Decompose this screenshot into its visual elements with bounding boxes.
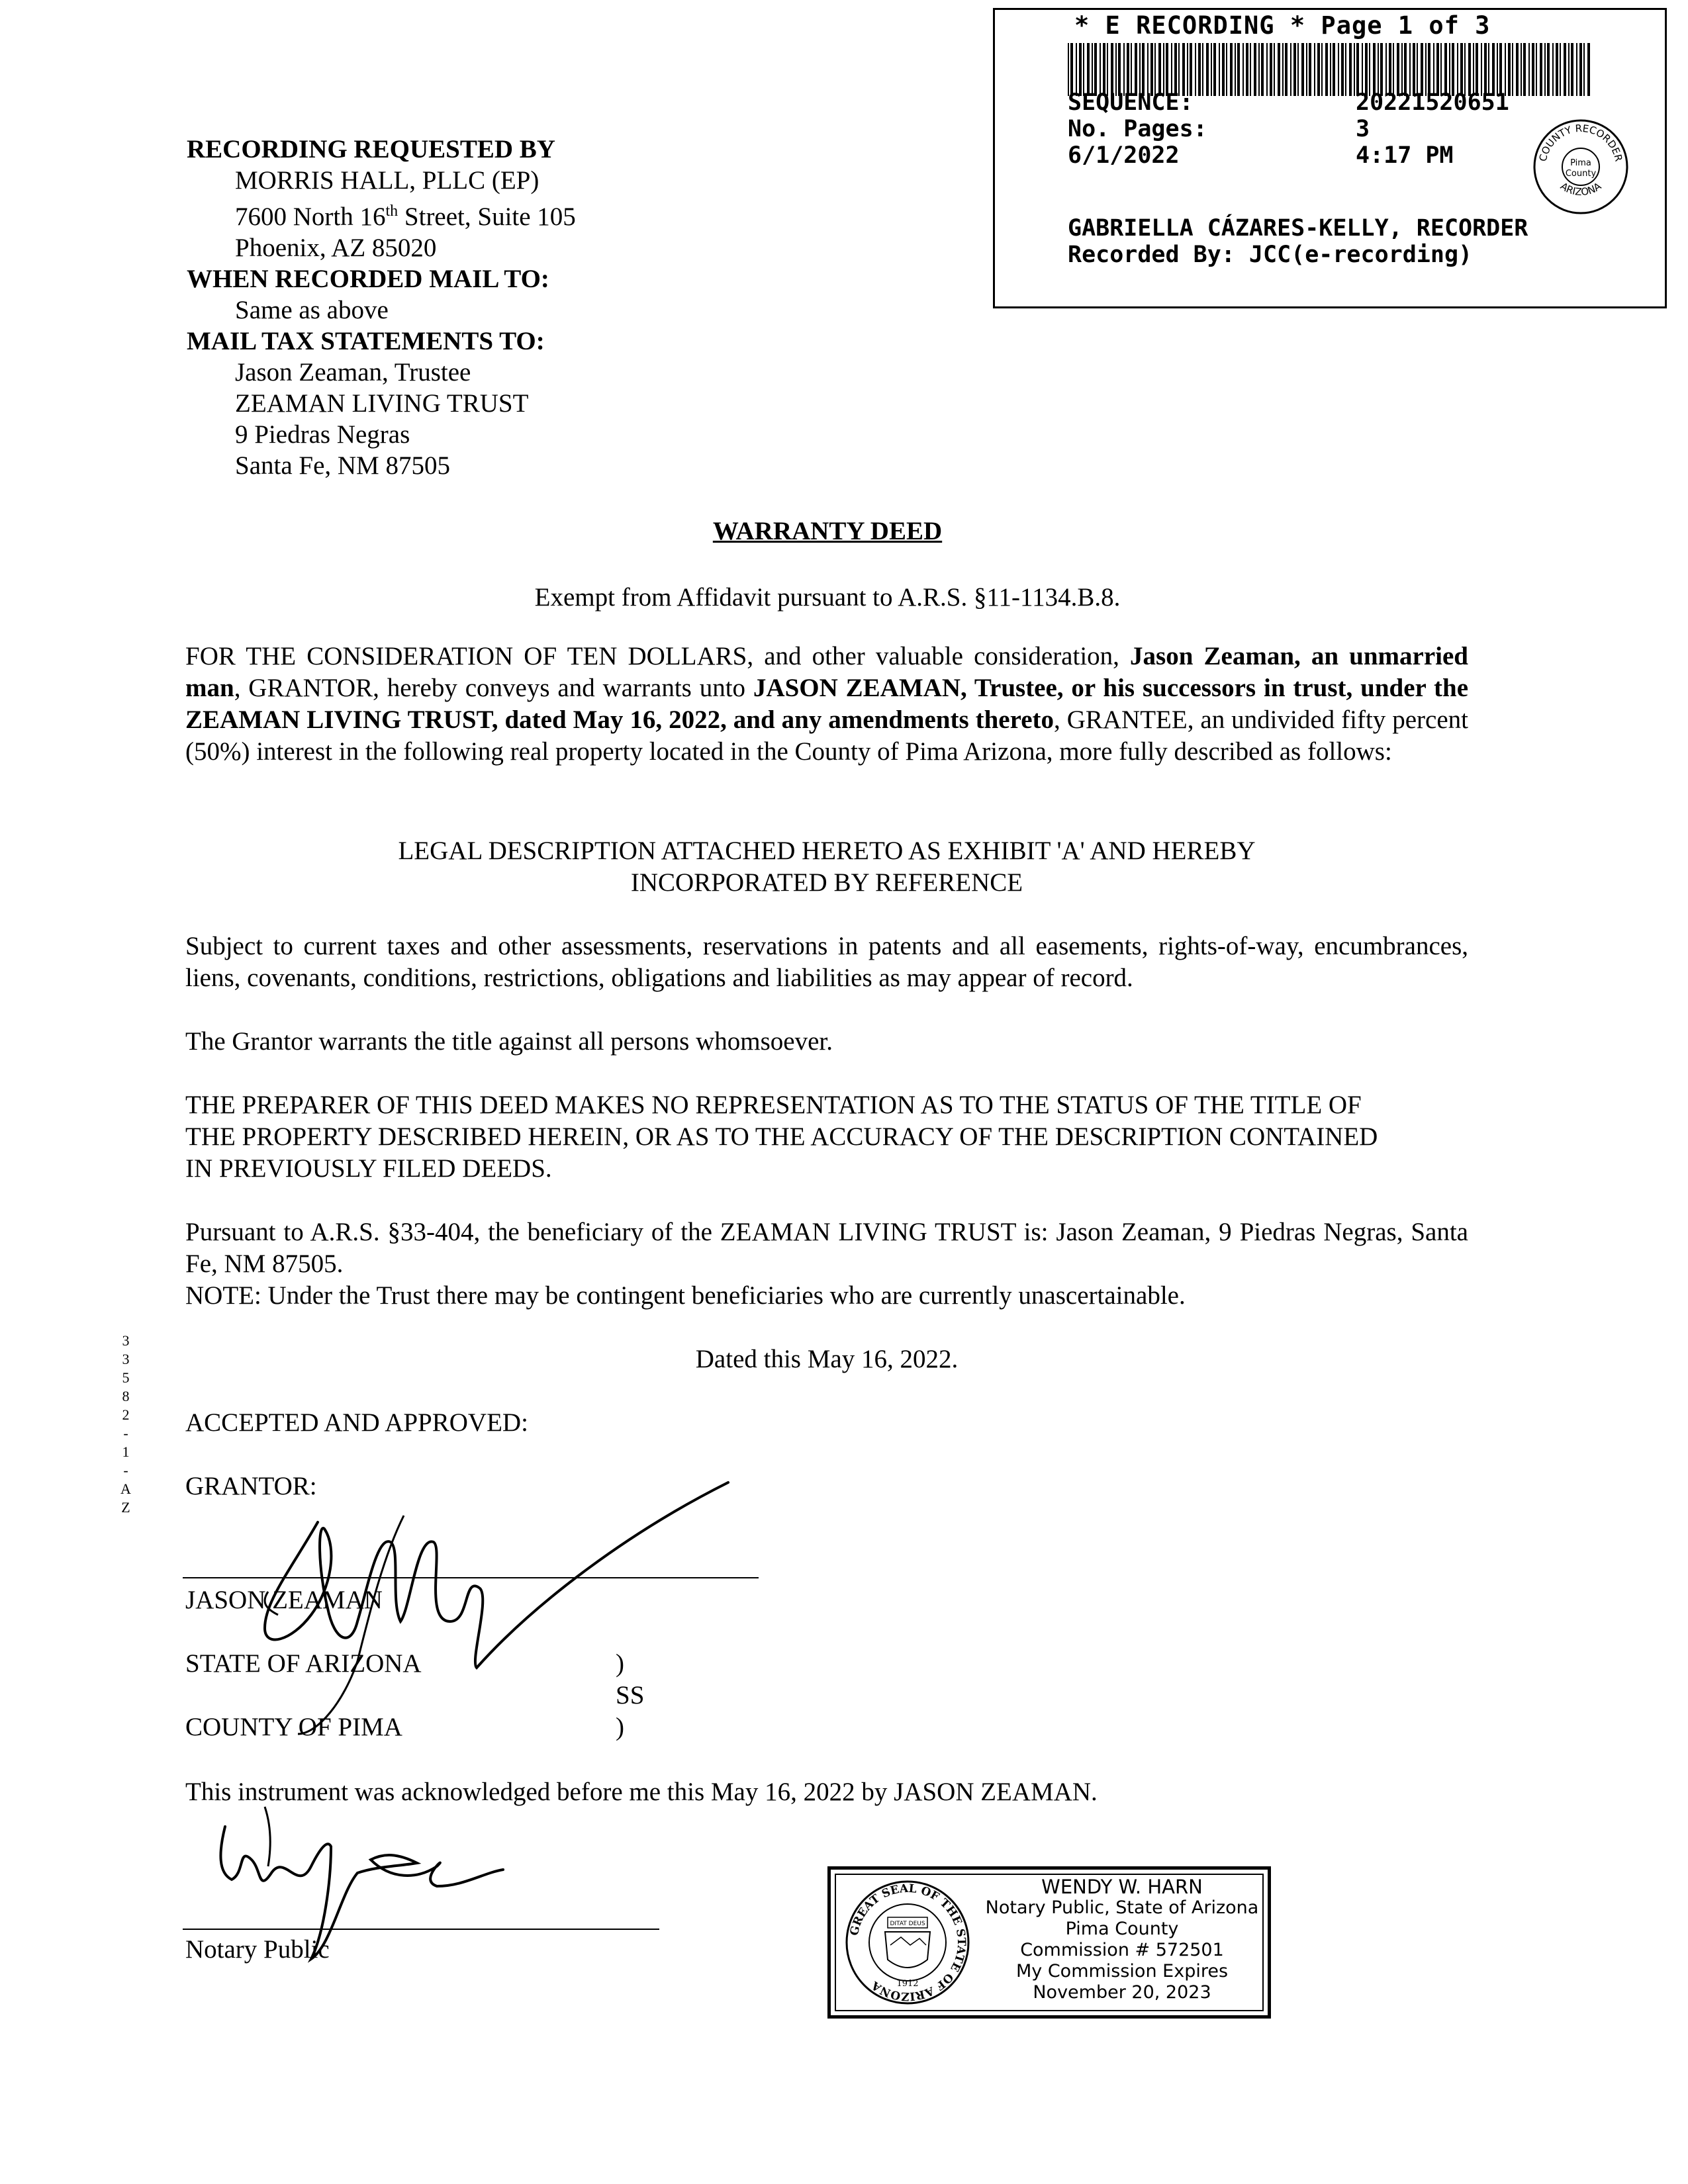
barcode-bar (1492, 43, 1495, 96)
beneficiary-paragraph: Pursuant to A.R.S. §33-404, the beneficiary of the ZEAMAN LIVING TRUST is: Jason Zeaman, 9 Piedras Negras, Santa Fe, NM 87505. (185, 1218, 1468, 1278)
barcode-bar (1131, 43, 1132, 96)
pages-label: No. Pages: (1068, 116, 1207, 142)
barcode-bar (1401, 43, 1403, 96)
barcode-bar (1499, 43, 1502, 96)
grantor-signature (252, 1476, 755, 1741)
accepted-approved: ACCEPTED AND APPROVED: (185, 1408, 528, 1437)
when-recorded-line: Same as above (235, 296, 389, 324)
barcode-bar (1444, 43, 1447, 96)
consideration-paragraph: FOR THE CONSIDERATION OF TEN DOLLARS, and other valuable consideration, Jason Zeaman, an unmarried man, GRANTOR, hereby conveys and warrants unto JASON ZEAMAN, Trustee, or his successors in trust, under the ZEAMAN LIVING TRUST, dated May 16, 2022, and any amendments thereto, GRANTEE, an undivided fifty percent (50%) interest in the following real property located in the County of Pima Arizona, more fully described as follows: (185, 642, 1468, 766)
barcode-bar (1230, 43, 1233, 96)
barcode-bar (1171, 43, 1172, 96)
requester-street: 7600 North 16th Street, Suite 105 (235, 203, 576, 231)
barcode (1068, 43, 1591, 96)
when-recorded-heading: WHEN RECORDED MAIL TO: (187, 265, 549, 293)
barcode-bar (1373, 43, 1376, 96)
barcode-bar (1321, 43, 1323, 96)
trust-note: NOTE: Under the Trust there may be contingent beneficiaries who are currently unascertainable. (185, 1281, 1186, 1310)
barcode-bar (1187, 43, 1188, 96)
document-title: WARRANTY DEED (712, 517, 943, 545)
recording-requested-block (187, 134, 576, 481)
barcode-bar (1190, 43, 1192, 96)
barcode-bar (1433, 43, 1434, 96)
seal-ring-text: GREAT SEAL OF THE STATE OF ARIZONA (847, 1882, 968, 2003)
barcode-bar (1278, 43, 1280, 96)
barcode-bar (1301, 43, 1304, 96)
barcode-bar (1505, 43, 1506, 96)
barcode-bar (1528, 43, 1530, 96)
barcode-bar (1464, 43, 1466, 96)
barcode-bar (1440, 43, 1442, 96)
acknowledgment: This instrument was acknowledged before me this May 16, 2022 by JASON ZEAMAN. (185, 1778, 1098, 1806)
barcode-bar (1425, 43, 1427, 96)
svg-text:ARIZONA (1558, 180, 1604, 199)
barcode-bar (1070, 43, 1073, 96)
barcode-bar (1068, 43, 1069, 96)
barcode-bar (1182, 43, 1185, 96)
seal-center-2: County (1565, 169, 1597, 179)
notary-expires-date: November 20, 2023 (1033, 1982, 1211, 2003)
barcode-bar (1158, 43, 1161, 96)
barcode-bar (1389, 43, 1391, 96)
barcode-bar (1111, 43, 1113, 96)
barcode-bar (1523, 43, 1526, 96)
barcode-bar (1404, 43, 1407, 96)
recorded-by: Recorded By: JCC(e-recording) (1068, 242, 1473, 268)
preparer-disclaimer: THE PREPARER OF THIS DEED MAKES NO REPRESENTATION AS TO THE STATUS OF THE TITLE OF THE PROPERTY DESCRIBED HEREIN, OR AS TO THE ACCURACY OF THE DESCRIPTION CONTAINED IN PREVIOUSLY FILED DEEDS. (185, 1091, 1378, 1183)
barcode-bar (1150, 43, 1153, 96)
recording-header: * E RECORDING * Page 1 of 3 (1074, 11, 1491, 40)
svg-text:COUNTY RECORDER (1537, 122, 1625, 163)
barcode-bar (1544, 43, 1546, 96)
barcode-bar (1356, 43, 1359, 96)
barcode-bar (1195, 43, 1196, 96)
notary-county: Pima County (1065, 1919, 1179, 1939)
pages-value: 3 (1356, 116, 1370, 142)
barcode-bar (1206, 43, 1209, 96)
venue-paren-close: ) (616, 1713, 624, 1741)
barcode-bar (1397, 43, 1399, 96)
barcode-bar (1349, 43, 1352, 96)
barcode-bar (1476, 43, 1478, 96)
barcode-bar (1317, 43, 1320, 96)
barcode-bar (1118, 43, 1121, 96)
grantor-name: JASON ZEAMAN (185, 1586, 383, 1614)
barcode-bar (1115, 43, 1117, 96)
mail-tax-line: Santa Fe, NM 87505 (235, 451, 450, 480)
barcode-bar (1345, 43, 1346, 96)
barcode-bar (1473, 43, 1474, 96)
barcode-bar (1123, 43, 1125, 96)
barcode-bar (1516, 43, 1519, 96)
barcode-bar (1094, 43, 1097, 96)
barcode-bar (1409, 43, 1411, 96)
sequence-label: SEQUENCE: (1068, 89, 1194, 116)
barcode-bar (1333, 43, 1335, 96)
state-label: STATE OF ARIZONA (185, 1649, 422, 1678)
barcode-bar (1092, 43, 1093, 96)
county-label: COUNTY OF PIMA (185, 1713, 402, 1741)
barcode-bar (1142, 43, 1145, 96)
barcode-bar (1254, 43, 1256, 96)
barcode-bar (1587, 43, 1590, 96)
notary-expires-label: My Commission Expires (1015, 1961, 1229, 1981)
barcode-bar (1330, 43, 1331, 96)
barcode-bar (1460, 43, 1463, 96)
barcode-bar (1087, 43, 1090, 96)
barcode-bar (1378, 43, 1379, 96)
barcode-bar (1568, 43, 1570, 96)
barcode-bar (1583, 43, 1585, 96)
barcode-bar (1266, 43, 1268, 96)
barcode-bar (1226, 43, 1227, 96)
barcode-bar (1178, 43, 1180, 96)
barcode-bar (1571, 43, 1573, 96)
notary-signature (199, 1800, 596, 1972)
barcode-bar (1235, 43, 1236, 96)
seal-top-text: COUNTY RECORDER (1536, 122, 1625, 163)
barcode-bar (1457, 43, 1458, 96)
barcode-bar (1532, 43, 1534, 96)
state-seal-icon (844, 1879, 971, 2006)
mail-tax-line: ZEAMAN LIVING TRUST (235, 389, 529, 418)
margin-code: 3 3 5 8 2 - 1 - A Z (120, 1332, 131, 1516)
recording-requested-heading: RECORDING REQUESTED BY (187, 135, 555, 163)
sequence-value: 20221520651 (1356, 89, 1509, 116)
venue-paren-open: ) (616, 1649, 624, 1678)
barcode-bar (1083, 43, 1084, 96)
county-recorder-seal (1531, 117, 1630, 216)
seal-bottom-text: ARIZONA (1558, 180, 1604, 199)
notary-name: WENDY W. HARN (1041, 1876, 1203, 1898)
barcode-bar (1213, 43, 1216, 96)
barcode-bar (1258, 43, 1260, 96)
barcode-bar (1198, 43, 1201, 96)
barcode-bar (1488, 43, 1489, 96)
barcode-bar (1497, 43, 1498, 96)
barcode-bar (1079, 43, 1082, 96)
barcode-bar (1127, 43, 1129, 96)
barcode-bar (1556, 43, 1558, 96)
recording-stamp-box (993, 8, 1667, 308)
barcode-bar (1362, 43, 1363, 96)
barcode-bar (1579, 43, 1582, 96)
barcode-bar (1508, 43, 1511, 96)
barcode-bar (1174, 43, 1177, 96)
recording-date: 6/1/2022 (1068, 142, 1180, 169)
barcode-bar (1246, 43, 1248, 96)
recorder-name: GABRIELLA CÁZARES-KELLY, RECORDER (1068, 215, 1528, 242)
requester-city: Phoenix, AZ 85020 (235, 234, 437, 262)
notary-label: Notary Public (185, 1935, 330, 1964)
barcode-bar (1380, 43, 1383, 96)
barcode-bar (1211, 43, 1212, 96)
seal-year: 1912 (896, 1979, 919, 1989)
barcode-bar (1468, 43, 1471, 96)
barcode-bar (1369, 43, 1370, 96)
barcode-bar (1547, 43, 1550, 96)
recording-time: 4:17 PM (1356, 142, 1454, 169)
barcode-bar (1139, 43, 1141, 96)
barcode-bar (1100, 43, 1101, 96)
barcode-bar (1261, 43, 1264, 96)
barcode-bar (1202, 43, 1203, 96)
barcode-bar (1521, 43, 1522, 96)
barcode-bar (1306, 43, 1307, 96)
grantor-label: GRANTOR: (185, 1472, 317, 1500)
barcode-bar (1293, 43, 1296, 96)
barcode-bar (1147, 43, 1149, 96)
barcode-bar (1417, 43, 1418, 96)
barcode-bar (1354, 43, 1355, 96)
notary-title: Notary Public, State of Arizona (985, 1897, 1259, 1918)
mail-tax-line: Jason Zeaman, Trustee (235, 358, 471, 387)
venue-ss: SS (616, 1681, 645, 1709)
barcode-bar (1154, 43, 1156, 96)
legal-description: LEGAL DESCRIPTION ATTACHED HERETO AS EXHIBIT 'A' AND HEREBY INCORPORATED BY REFERENCE (398, 837, 1256, 897)
barcode-bar (1484, 43, 1487, 96)
subject-to-paragraph: Subject to current taxes and other assessments, reservations in patents and all easements, rights-of-way, encumbrances, liens, covenants, conditions, restrictions, obligations and liabilities as may appear of record. (185, 932, 1468, 992)
barcode-bar (1076, 43, 1077, 96)
barcode-bar (1135, 43, 1137, 96)
barcode-bar (1449, 43, 1450, 96)
barcode-bar (1413, 43, 1415, 96)
barcode-bar (1540, 43, 1542, 96)
barcode-bar (1452, 43, 1454, 96)
barcode-bar (1576, 43, 1577, 96)
barcode-bar (1282, 43, 1284, 96)
barcode-bar (1103, 43, 1105, 96)
barcode-bar (1309, 43, 1311, 96)
warrants-paragraph: The Grantor warrants the title against all persons whomsoever. (185, 1027, 833, 1056)
barcode-bar (1243, 43, 1244, 96)
barcode-bar (1385, 43, 1387, 96)
barcode-bar (1166, 43, 1168, 96)
notary-commission: Commission # 572501 (1020, 1940, 1224, 1960)
barcode-bar (1481, 43, 1482, 96)
barcode-bar (1341, 43, 1344, 96)
seal-center-1: Pima (1570, 158, 1591, 168)
barcode-bar (1325, 43, 1328, 96)
barcode-bar (1297, 43, 1299, 96)
dated-line: Dated this May 16, 2022. (695, 1345, 959, 1373)
barcode-bar (1365, 43, 1368, 96)
barcode-bar (1107, 43, 1108, 96)
notary-stamp (827, 1866, 1271, 2019)
barcode-bar (1564, 43, 1566, 96)
barcode-bar (1512, 43, 1513, 96)
barcode-bar (1421, 43, 1423, 96)
mail-tax-heading: MAIL TAX STATEMENTS TO: (187, 327, 545, 355)
barcode-bar (1222, 43, 1225, 96)
barcode-bar (1163, 43, 1164, 96)
barcode-bar (1436, 43, 1439, 96)
barcode-bar (1285, 43, 1288, 96)
barcode-bar (1552, 43, 1554, 96)
barcode-bar (1536, 43, 1537, 96)
barcode-bar (1250, 43, 1251, 96)
barcode-bar (1314, 43, 1315, 96)
barcode-bar (1560, 43, 1561, 96)
barcode-bar (1274, 43, 1275, 96)
mail-tax-line: 9 Piedras Negras (235, 420, 410, 449)
requester-name: MORRIS HALL, PLLC (EP) (235, 166, 539, 195)
barcode-bar (1338, 43, 1339, 96)
seal-motto: DITAT DEUS (890, 1921, 925, 1927)
barcode-bar (1290, 43, 1291, 96)
barcode-bar (1393, 43, 1394, 96)
exempt-statement: Exempt from Affidavit pursuant to A.R.S. §11-1134.B.8. (534, 583, 1121, 612)
barcode-bar (1428, 43, 1430, 96)
barcode-bar (1219, 43, 1220, 96)
barcode-bar (1270, 43, 1272, 96)
barcode-bar (1237, 43, 1240, 96)
